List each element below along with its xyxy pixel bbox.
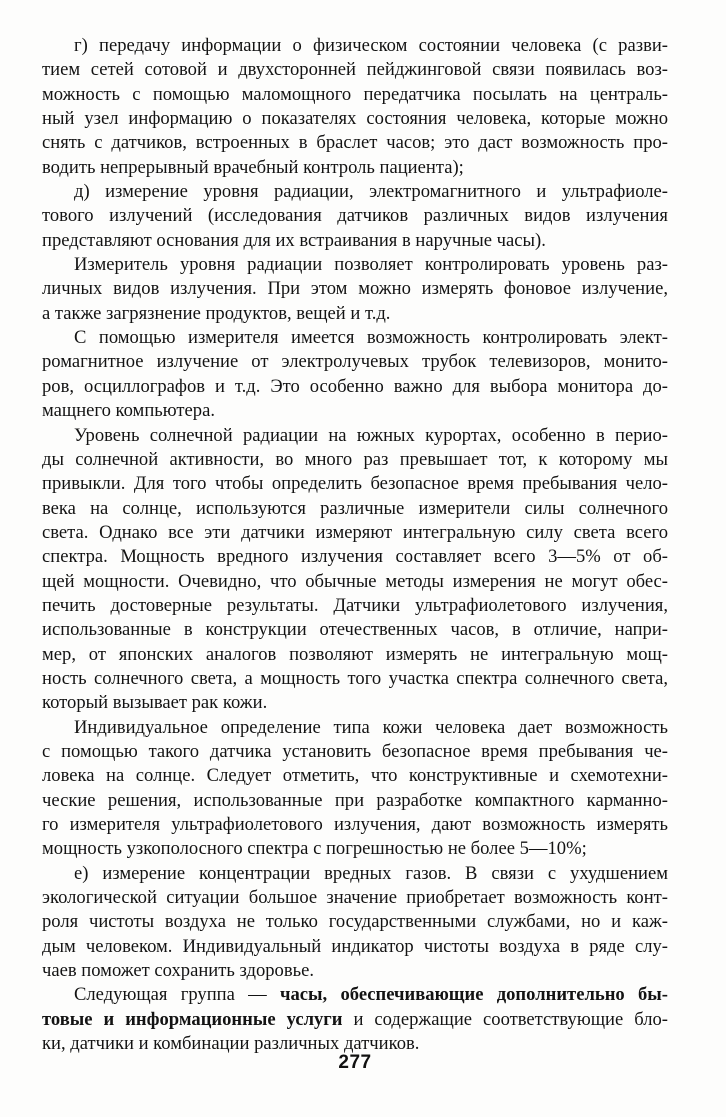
- text-line: [42, 521, 668, 545]
- text-line: [42, 204, 668, 228]
- text-segment: ность солнечного света, а мощность того участка спектра солнечного света,: [42, 667, 668, 689]
- text-segment: мащнего компьютера.: [42, 400, 215, 422]
- text-segment: Следующая группа —: [74, 984, 280, 1006]
- text-line: [42, 618, 668, 642]
- text-segment: снять с датчиков, встроенных в браслет часов; это даст возможность про-: [42, 132, 668, 154]
- text-segment: ров, осциллографов и т.д. Это особенно важно для выбора монитора до-: [42, 375, 668, 397]
- text-line: [42, 667, 668, 691]
- text-line: [42, 58, 668, 82]
- text-line: [42, 764, 668, 788]
- text-line: [42, 277, 668, 301]
- text-line: [42, 545, 668, 569]
- text-segment: спектра. Мощность вредного излучения составляет всего 3—5% от об-: [42, 546, 668, 568]
- text-line: [42, 326, 668, 350]
- text-segment: с помощью такого датчика установить безопасное время пребывания че-: [42, 740, 668, 762]
- text-line: [42, 862, 668, 886]
- bold-text-segment: часы, обеспечивающие дополнительно бы-: [280, 984, 668, 1006]
- text-segment: г) передачу информации о физическом состоянии человека (с разви-: [74, 35, 668, 56]
- text-line: [42, 424, 668, 448]
- text-segment: тием сетей сотовой и двухсторонней пейджинговой связи появилась воз-: [42, 59, 668, 81]
- text-segment: который вызывает рак кожи.: [42, 692, 268, 714]
- text-segment: водить непрерывный врачебный контроль пациента);: [42, 156, 464, 178]
- text-line: [42, 740, 668, 764]
- text-segment: использованные в конструкции отечественных часов, в отличие, напри-: [42, 619, 668, 641]
- text-line: [42, 229, 668, 253]
- text-segment: можность с помощью маломощного передатчика посылать на централь-: [42, 83, 668, 105]
- text-line: [42, 375, 668, 399]
- text-segment: ный узел информацию о показателях состояния человека, которые можно: [42, 108, 668, 130]
- text-segment: го измерителя ультрафиолетового излучения, дают возможность измерять: [42, 814, 668, 835]
- text-segment: Измеритель уровня радиации позволяет контролировать уровень раз-: [74, 254, 668, 276]
- text-line: [42, 399, 668, 423]
- text-line: [42, 131, 668, 155]
- text-line: [42, 472, 668, 496]
- text-line: [42, 643, 668, 667]
- text-segment: ды солнечной активности, во много раз превышает тот, к которому мы: [42, 448, 668, 470]
- text-line: [42, 886, 668, 910]
- bold-text-segment: товые и информационные услуги: [42, 1008, 343, 1030]
- text-segment: а также загрязнение продуктов, вещей и т.д.: [42, 302, 391, 324]
- text-segment: и содержащие соответствующие бло-: [342, 1008, 668, 1030]
- text-segment: личных видов излучения. При этом можно измерять фоновое излучение,: [42, 278, 668, 300]
- text-segment: мер, от японских аналогов позволяют измерять не интегральную мощ-: [42, 643, 668, 665]
- text-segment: Уровень солнечной радиации на южных курортах, особенно в перио-: [74, 424, 668, 446]
- text-segment: экологической ситуации большое значение приобретает возможность конт-: [42, 887, 668, 909]
- text-line: [42, 1008, 668, 1032]
- text-line: [42, 180, 668, 204]
- text-line: [42, 910, 668, 934]
- text-line: [42, 83, 668, 107]
- text-segment: чаев поможет сохранить здоровье.: [42, 960, 315, 982]
- text-segment: печить достоверные результаты. Датчики ультрафиолетового излучения,: [42, 594, 668, 616]
- text-line: [42, 156, 668, 180]
- text-line: [42, 497, 668, 521]
- text-line: [42, 350, 668, 374]
- text-line: [42, 813, 668, 837]
- text-segment: представляют основания для их встраивания в наручные часы).: [42, 229, 546, 251]
- text-segment: мощность узкополосного спектра с погрешностью не более 5—10%;: [42, 838, 587, 860]
- text-segment: роля чистоты воздуха не только государственными службами, но и каж-: [42, 911, 668, 933]
- text-line: [42, 34, 668, 58]
- text-line: [42, 253, 668, 277]
- text-line: [42, 935, 668, 959]
- text-line: [42, 302, 668, 326]
- text-segment: ловека на солнце. Следует отметить, что конструктивные и схемотехни-: [42, 765, 668, 787]
- text-line: [42, 983, 668, 1007]
- text-segment: С помощью измерителя имеется возможность контролировать элект-: [74, 327, 668, 349]
- text-line: [42, 570, 668, 594]
- text-line: [42, 837, 668, 861]
- text-line: [42, 691, 668, 715]
- page-number: 277: [338, 1052, 372, 1073]
- text-segment: света. Однако все эти датчики измеряют интегральную силу света всего: [42, 521, 668, 543]
- text-segment: века на солнце, используются различные измерители силы солнечного: [42, 497, 668, 519]
- text-segment: ческие решения, использованные при разработке компактного карманно-: [42, 789, 668, 811]
- text-line: [42, 789, 668, 813]
- text-segment: тового излучений (исследования датчиков различных видов излучения: [42, 205, 668, 227]
- text-segment: привыкли. Для того чтобы определить безопасное время пребывания чело-: [42, 473, 668, 495]
- text-segment: е) измерение концентрации вредных газов. В связи с ухудшением: [74, 862, 668, 884]
- text-segment: Индивидуальное определение типа кожи человека дает возможность: [74, 716, 668, 738]
- text-line: [42, 594, 668, 618]
- text-line: [42, 448, 668, 472]
- text-segment: дым человеком. Индивидуальный индикатор чистоты воздуха в ряде слу-: [42, 935, 668, 957]
- text-segment: ромагнитное излучение от электролучевых трубок телевизоров, монито-: [42, 351, 668, 373]
- page-text: [42, 34, 668, 1056]
- text-line: [42, 107, 668, 131]
- text-segment: д) измерение уровня радиации, электромагнитного и ультрафиоле-: [74, 181, 668, 203]
- text-segment: щей мощности. Очевидно, что обычные методы измерения не могут обес-: [42, 570, 668, 592]
- text-segment: ки, датчики и комбинации различных датчиков.: [42, 1033, 420, 1055]
- text-line: [42, 959, 668, 983]
- text-line: [42, 716, 668, 740]
